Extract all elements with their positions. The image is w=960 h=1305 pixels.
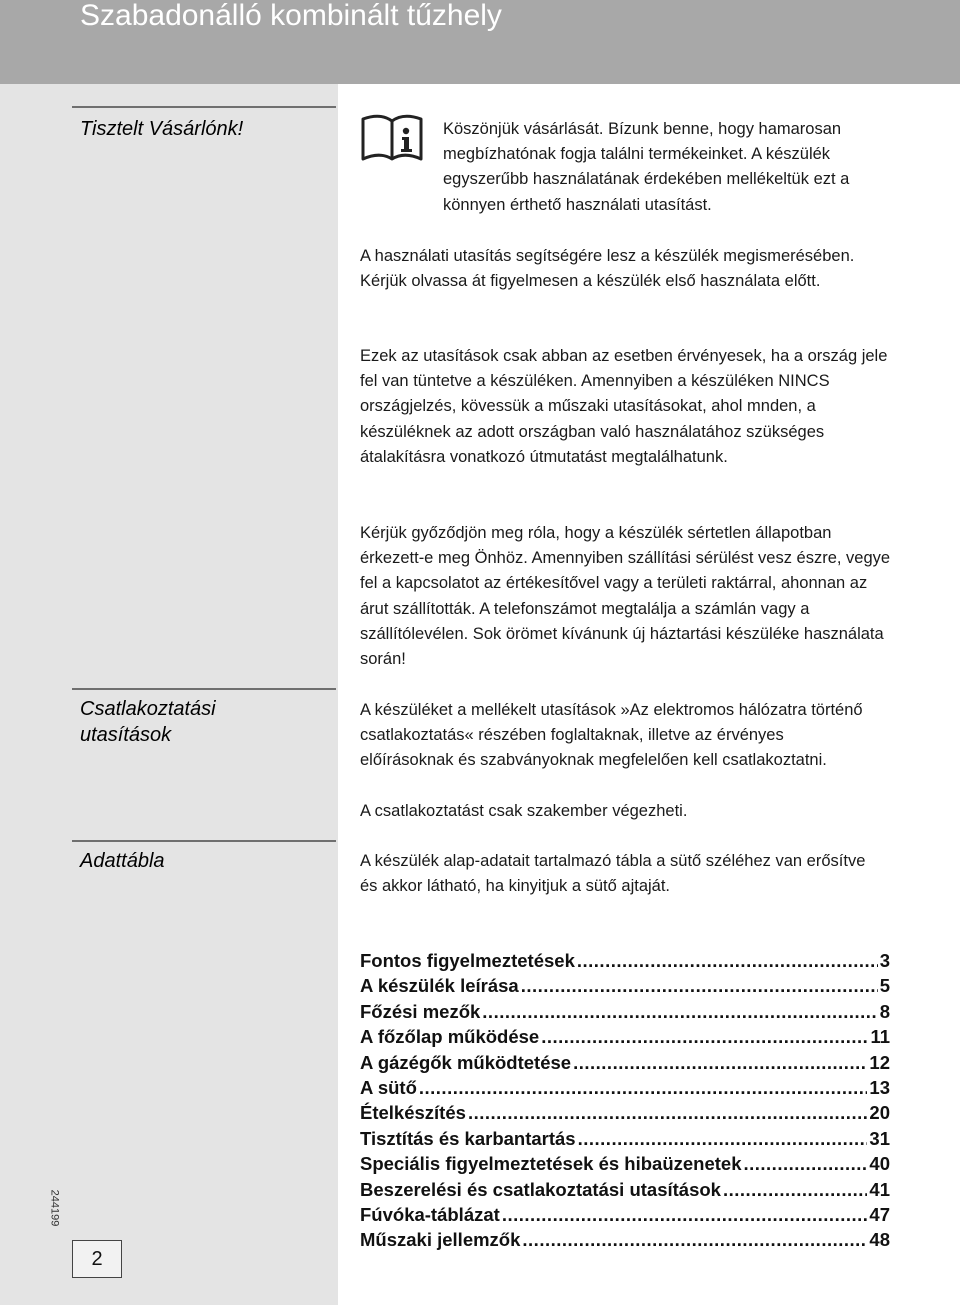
- toc-entry-title: A főzőlap működése: [360, 1026, 540, 1048]
- toc-entry[interactable]: [360, 948, 890, 973]
- toc-entry-title: A készülék leírása: [360, 975, 519, 997]
- toc-entry[interactable]: [360, 1177, 890, 1202]
- heading-connection: [80, 696, 216, 748]
- toc-leader: [468, 1100, 867, 1125]
- section-rule-greeting: [72, 106, 336, 108]
- toc-entry-page: 12: [869, 1051, 890, 1073]
- page-number: 2: [72, 1240, 122, 1278]
- toc-entry-page: 48: [869, 1229, 890, 1251]
- toc-entry[interactable]: [360, 973, 890, 998]
- toc-entry-title: A sütő: [360, 1077, 417, 1099]
- section-rule-connection: [72, 688, 336, 690]
- toc-entry-title: Beszerelési és csatlakoztatási utasítások: [360, 1178, 721, 1200]
- toc-entry-page: 40: [869, 1153, 890, 1175]
- greeting-paragraph-4: Kérjük győződjön meg róla, hogy a készülék sértetlen állapotban érkezett-e meg Önhöz. Amennyiben szállítási sérülést vesz észre, vegye fel a kapcsolatot az értékesítővel vagy a területi raktárral, ahonnan az árut szállították. A telefonszámot megtalálja a számlán vagy a szállítólevélen. Sok örömet kívánunk új háztartási készüléke használata során!: [360, 524, 891, 669]
- toc-entry[interactable]: [360, 1151, 890, 1176]
- toc-entry-page: 13: [869, 1077, 890, 1099]
- toc-entry[interactable]: [360, 999, 890, 1024]
- toc-leader: [419, 1075, 868, 1100]
- page-header: [0, 0, 960, 84]
- greeting-paragraph-1: Köszönjük vásárlását. Bízunk benne, hogy hamarosan megbízhatónak fogja találni termékeinket. A készülék egyszerűbb használatának érdekében mellékeltük ezt a könnyen érthető használati utasítást.: [443, 120, 850, 214]
- toc-leader: [502, 1202, 868, 1227]
- section-rule-rating-plate: [72, 840, 336, 842]
- toc-leader: [521, 973, 878, 998]
- document-code: [50, 1186, 70, 1234]
- toc-entry[interactable]: [360, 1024, 890, 1049]
- toc-leader: [723, 1177, 867, 1202]
- heading-connection-line-1: Csatlakoztatási: [80, 698, 216, 720]
- toc-entry-page: 31: [869, 1127, 890, 1149]
- toc-leader: [541, 1024, 868, 1049]
- toc-entry-title: A gázégők működtetése: [360, 1051, 572, 1073]
- toc-entry-title: Műszaki jellemzők: [360, 1229, 521, 1251]
- document-code-text: 244199: [48, 1189, 61, 1227]
- connection-paragraph-1: A készüléket a mellékelt utasítások »Az elektromos hálózatra történő csatlakoztatás« részében foglaltaknak, illetve az érvényes előírásoknak és szabványoknak megfelelően kell csatlakoztatni.: [360, 701, 863, 770]
- toc-leader: [522, 1227, 867, 1252]
- page-title: Szabadonálló kombinált tűzhely: [80, 0, 502, 32]
- info-book-icon: [360, 113, 424, 163]
- toc-entry-title: Tisztítás és karbantartás: [360, 1127, 576, 1149]
- toc-leader: [577, 948, 878, 973]
- connection-paragraph-2: A csatlakoztatást csak szakember végezheti.: [360, 802, 688, 820]
- heading-rating-plate: Adattábla: [80, 850, 165, 872]
- toc-entry-page: 5: [879, 975, 890, 997]
- toc-entry[interactable]: [360, 1050, 890, 1075]
- toc-entry-page: 47: [869, 1204, 890, 1226]
- toc-entry-page: 20: [869, 1102, 890, 1124]
- rating-plate-paragraph: A készülék alap-adatait tartalmazó tábla a sütő széléhez van erősítve és akkor látható, ha kinyitjuk a sütő ajtaját.: [360, 852, 866, 896]
- sidebar: [0, 84, 338, 1305]
- toc-entry-title: Ételkészítés: [360, 1102, 466, 1124]
- toc-entry[interactable]: [360, 1075, 890, 1100]
- toc-leader: [578, 1126, 868, 1151]
- greeting-paragraph-3: Ezek az utasítások csak abban az esetben érvényesek, ha a ország jele fel van tüntetve a készüléken. Amennyiben a készüléken NINCS országjelzés, kövessük a műszaki utasításokat, ahol mnden, a készüléknek az adott országban való használatához szükséges átalakításra vonatkozó útmutatást megtalálhatunk.: [360, 347, 888, 466]
- toc-entry-title: Fontos figyelmeztetések: [360, 950, 575, 971]
- toc-entry-page: 11: [870, 1026, 890, 1048]
- toc-leader: [573, 1050, 867, 1075]
- heading-connection-line-2: utasítások: [80, 724, 172, 746]
- greeting-paragraph-2: A használati utasítás segítségére lesz a készülék megismerésében. Kérjük olvassa át figyelmesen a készülék első használata előtt.: [360, 247, 855, 291]
- toc-entry-title: Főzési mezők: [360, 1000, 481, 1022]
- toc-entry-title: Speciális figyelmeztetések és hibaüzenetek: [360, 1153, 742, 1175]
- toc-entry[interactable]: [360, 1227, 890, 1252]
- toc-leader: [482, 999, 877, 1024]
- toc-entry-page: 41: [869, 1178, 890, 1200]
- toc-entry[interactable]: [360, 1100, 890, 1125]
- toc-entry[interactable]: [360, 1126, 890, 1151]
- table-of-contents: [360, 948, 890, 1253]
- toc-entry-page: 3: [879, 950, 890, 971]
- toc-entry-page: 8: [879, 1000, 890, 1022]
- heading-greeting: Tisztelt Vásárlónk!: [80, 118, 244, 140]
- toc-leader: [743, 1151, 867, 1176]
- toc-entry[interactable]: [360, 1202, 890, 1227]
- toc-entry-title: Fúvóka-táblázat: [360, 1204, 500, 1226]
